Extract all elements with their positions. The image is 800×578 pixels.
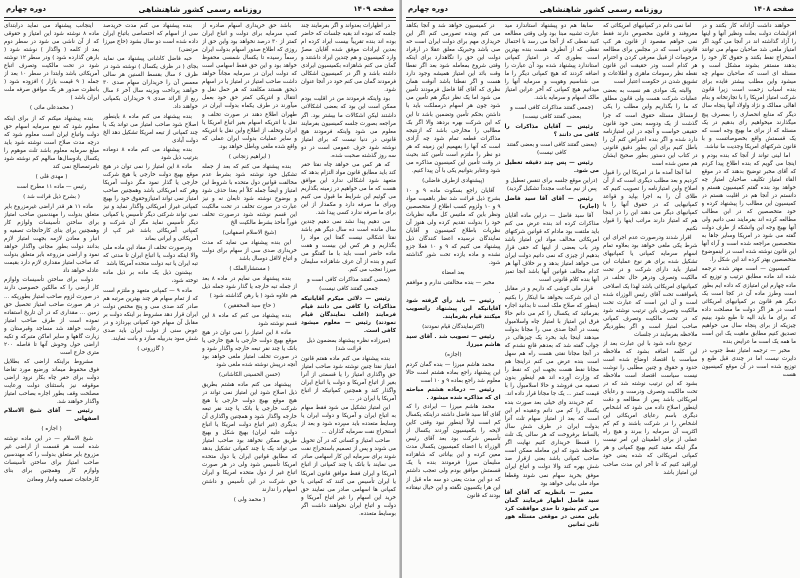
centered-caption: (بعضی گفتند کافی است و بعضی گفتند کافی نیست) — [506, 141, 597, 156]
paragraph: دولت برای ساختن تأسیسات ولوازم کار ارضی را که مالکین خصوصی دارند در صورت لزوم صاحب امتیاز بطوریکه ... در هر صورت صاحب امتیاز تحصیل حق زمین ... مقداری که در آن تاریخ استفاده نموده است از طرف صاحب امتیاز رعایت خواهد شد مساجد وقبرستان و زیارت گاهها و سایر اماکن متبرکه و تکیه اراضی حول وحوش آنها تا فاصله ۲۰۰ متری خارج است — [4, 277, 99, 356]
paragraph: بنده پیشنهاد می کنم ماده ۸ دوماده بترتیب ذیل شود — [103, 146, 198, 161]
paragraph: قرار ملی کوشی که داریم و در مقابل آن این شرکت بخواهد ما اینکار را بکنیم اینطور که صلاح ملک است تا بدانید اجازه بفرمائید که یکسال را کم می دانم حالا فرق این امتیاز با امتیاز چاه واسلامبول یست در آنجا صدی سی را مجانا بدولت میدهند اینجا باید بخرد یک چیزهائی در جواب گفته شد که بعدهم قانع نشدم که در آنجا مجانا نفتی هست راه هم سهل است بنده عرض می کنم دراینجا هم مجانا نفط هست بجهت این که نفط را که وزارت آورده اند هم اینطور بدون تصفیه می فروشد و حالا اسلامبول را با قیمت کمتر ... یک جا مجانا قرار داده اند. — [504, 286, 599, 398]
centered-caption: ( مستشارالملک ) — [229, 266, 270, 273]
paragraph: ماده ۹ — کمپانی متعهد و ملتزم است که از تمام سهام هر چند بهترین مرتبه هم صادر کند صدی سی و پنج مختص دولت ایران قرار دهد مشروط بر اینکه دولت بر مقابل آن سهام خود کمپانی بپردازد و در عوض سنی از دولت ایران باید صدی شش سود بدربیله سازد و بانت نمایند. — [103, 287, 198, 342]
speaker-line: رئیس — دلائی میکرم آقایانیکه مذاکرات را کافی می دانند قیام فرمایند (اغلب نمایندگان قیام نمودند) رئیس — معلوم میشود کافی است. — [301, 295, 396, 334]
centered-caption: (دراین موقع جلسه برای تنفس تعطیل و پس از نیم ساعت مجدداً تشکیل گردید) — [506, 177, 598, 192]
centered-caption: ( ابراهیم زنجانی ) — [228, 153, 271, 160]
centered-caption: (اکثرنمایندگان قیام نمودند) — [422, 323, 485, 330]
centered-caption: ( محمد ولی ) — [233, 496, 266, 503]
header-rule-thin — [4, 20, 396, 21]
paragraph: ودرصورت تخلف از مفاد این ماده ملی والا اینکه دولت یا اتباع ایران تا مدتی که تبه ایران یا تبه دولت متحده آمریکا باشد — [103, 245, 198, 268]
speaker-line: رئیس — پس چند دقیقه تعطیل می شود. — [504, 159, 599, 174]
paragraph: ماده ۱۱ هر قدر اراضی غیرمزروع بایر متعلق بدولت را مهندسین صاحب امتیاز برای ساختن تأسیسات ولوازم کار وهمچنین برای بنای کارخانجات تصفیه و انبار و معادن لازمه بجهت امتیاز لازم بدانند دولت بطور مجانی واگذار خواهد نمود و اراضی مزروعه بایر متعلق بدولت که صاحب امتیاز مقداری لازم دارد بقیمت عادله خواهد داد — [4, 203, 99, 275]
paragraph: بپشنون ذیل یک ماده بر ذیل ماده توخته شود، — [103, 270, 198, 285]
text-columns — [406, 22, 796, 576]
paragraph: بنده پیشنهاد می کنم مدت خریدصد سی از اسهام که اختصاصی باتباع ایران داده شده است دو سال بشود (حاج میرزا مرتضی) — [103, 23, 198, 54]
text-column — [406, 22, 501, 576]
speaker-line: رئیس — آقای شیخ الاسلام اصفهانی — [4, 408, 99, 423]
period-label: دوره چهارم — [6, 5, 46, 13]
centered-caption: ( حاج سید المحققین ) — [223, 302, 276, 309]
paragraph: سابقا هم دو پیشنهاد استاندارد مید عبارت تشبیه مبنا بود ولی وقتی مطالعه کنید نفطی که از آنجا می رسد با احتمال نفطی که از آنطرف هست بنده بهترین است بطوری که در امتیاز کمپانی استاندارد پیشنهاد شده بود آن عبارت را اضافه کردند که هیچ کمپانی دیگر را ما می شناسیم وهویت و سرمایه آنها را میدانیم هیچ کمپانی که آخر عراین امتیاز مالک اسهام و سرمایه باشد. — [504, 23, 599, 102]
paragraph: خواهند داشت آزادانه کار بکنند و در افزایشات دولت بعلت ونظیر آنها و اینها را آزاد گذاشته اند در آنجا می گوید اگر امتیاز ملغی شد صاحبان سهام می توانند استخراج نفط بکنند و حقوق کار خود را بدهند مستقر بشوند مشکل است و مسئله ای است که صاحبان سهام چه میشود واین مطلب بیشتر فایده برای بنده اسباب زحمت است زیرا قانون شرکت امتیاز امریکا را با تجارتخانه و بنام اهالی ممالک و نژاد واولاد آنها پنجاه سال دیگر که منابع انحصاری را بمصرف پیچ میگذارند میخواهیم رأی بدهیم در یک مسئله که از برای ما بهیچ وجه است که یک قسمتش واقع بخصوصاتست و با قانون شرکتهای امریکا وجدیت ما نباشد. — [701, 23, 796, 150]
paragraph: اقرار شدند ودرصورت عدم اجرای این شرط یکی ملغی خواهد بود بعلاوه تمام اسهام سرمایه کمپانی یا کمپانیهای تشکیل شده برای هر نوع عملیات این امتیاز باید دارای شرکت و در تحت مالکیت وتصرف ودرهر حال تخلف در کمپانیهای امریکائی باشد لهذا یک اصلاحی یاموافقت تحت آقای رئیس الوزراء شده است و آن این است که عبارت تحت مالکیت وتصرف باین ترتیب نوشته شود که در تحت مالکیت وتصرف کمپانی صاحب امتیاز است و اگر بطوردیگر ملاحظه بفرمایند در جلسات — [603, 235, 698, 338]
paragraph: بنده پیشنهاد می کنم ماده ۸ باینطور اصلاح شود صاحب امتیاز می تواند یک یا چند کمپانی از تبعه امریکا تشکیل دهد الخ دولت آبادی — [103, 113, 198, 144]
period-label: دوره چهارم — [408, 5, 448, 13]
paragraph: ماده ۸ این امتیاز را نمی توان در هیچ موقع بهیچ دولت خارجی یا هیچ شرکت خارجی یا گذار نمود مگر دولت آمریکا وهر کنه امریکائی باشد وهمچنین صاحب امتیاز نمی تواند امتیازوحقوق خود را بهیچ کمپانی غیراز امریکائی واگذار نماید و نیز نمی تواند شرکتی دیگر تأسیس یا کمپانی دیگر تأسیس نماید مگر آن شرکت و کمپانی آمریکائی باشد غیر کپ از آمریکائی و ایرانی بماند — [103, 163, 198, 243]
paragraph: این امتیاز تشکیل می شود فقط سهام به اتباع ایران و آمریکا و دولت ایران یا وسایط متعدده باید سپرده شود و بعد از استخراج نفت سرمایه گذاران ... — [301, 405, 396, 436]
centered-caption: ( گازرونی ) — [137, 345, 164, 352]
paragraph: می دهیم پیدا نشد نمی دهیم چندین سال مانده است ده سال دیگر هم باشد نفتا اشکالی نیست گفتا این مواد را بگذاریم و هر کس این بیست و هفت ماده حاضر است باید با ما گفتگو می کنیم و بنده از آن عرف شاهزاده سلیمان میرزا تعجب می کنم. — [301, 219, 396, 274]
centered-caption: ( مهدی قلی ) — [35, 173, 68, 180]
header-rule — [4, 17, 396, 18]
paragraph: باشد حق خریداری اسهام صادره از کمپ سرمایه برای دولت و اتباع ایران کمتر از ۳۰ درصد نخواهد بود واین حق از روزی که اطلاع صدور اسهام بدولت ایران رسماً رسیده تا یکسال شمسی محفوظ خواهد بود و این حق فقط اسهامی است که دولت ایران در سرمایه مجاناً خواهد داشت صاحب امتیاز در امتیاز یا در اسهام ذیحق هستند مکلفند که هر حمل نقل و انتقال و انتریکی کمتر حق خود بعمل میآورند در طرف یکماه بدولت ایران در طهران اطلاع دهند در صورت تخلف و نقل یا انتریکه اسهام بغیر اتباع امریکا یا ایران وتخلف از اطلاع واین نقل با انتریکه و سایر عملیات بدولت ایران عملی که واقع شده ملغی وباطل خواهد بود. — [202, 23, 297, 150]
header-rule-thin — [406, 20, 796, 21]
paragraph: کمیسیون — است مهتر شده ترجمه شده اند ماده مطابق ترتیب و توزیع که ماده چهارم این امتیازی که داده ایم بطور است وطرز ماده آن در کجا است یک دیگر هم قانون بر کمپانیهای امریکائی است در هر اگر دولت ما مصلحت داده که برای ما باید الیه تا طبع شود بینیم چیزیکه از برای پنجاه سال می خواهیم تصدیق کنیم مطابق ماهیت یک این است ما همه یک است ما عرایض بنده — [701, 266, 796, 345]
paragraph: بنده پیشنهاد می کنم ماده هفتم قانون امتیاز نفتا چنین نوشته شود صاحب امتیاز حق واگذاری امتیاز را یا قسمتی از آنرا بغیر از اتباع آمریکا و دولت یا اتباع ایران واگذار کند و همچنین کمپانیکه از اتباع آمریکا یا ایران در ... — [301, 355, 396, 403]
centered-caption: (پیشنهادی ازطرف فاضلی) — [422, 177, 485, 184]
gazette-page-1408 — [402, 0, 800, 578]
paragraph: مخبر — ترجمه امتیاز نفط جنوب در دایرت نیست اما در چندی قبل طبع و توزیع شده است در آن موقع کمیسیون هست — [701, 347, 796, 379]
text-column — [103, 22, 198, 576]
text-column — [202, 22, 297, 576]
paragraph: در کمیسیون خواهد شد و آنجا بکاهد می کنم وینده تصورمی کنم اگر این خریداری مهم برای دولت ایران است حه صی باشد وحبریک معلق عقلا در ارقراد دولت این حق را نگاهدارد برای اینکه وقتی شروع بمعامله شود بعد اگر نفطا وقت بائد این امتیاز همیشه وجود دارد هست و اگر نفطتا باشد آنوقت همان نظری که آقای آقا فاضل فرمودند تأمین می شود اما یک نظر دیگر هم تأمین می شود چون هر اسهام درمملکت باید با داشتن بحکم تأمین وتضمین باشد تا این که این شرکت بهره بردهد والا اگر بک مطالبی را مخارجی باشد که ازنتیجه مذاکرات قطعه تمام شود چه آزادی است که آنها را بفهمیم این زمینه که هر دو نظر را ملتزم است تأمین کند بحیث در وقت تأمین این کمیسیون مذاکره می شود وعتابر بتوانیم یکی با آن پیدا کنیم. — [406, 23, 501, 174]
speaker-line: رئیس — آقای آقا سید فاضل (اجازه) — [504, 195, 599, 210]
page-number: صفحه ۱۴۰۸ — [753, 5, 794, 13]
centered-caption: ( محمدعلی مائی ) — [29, 105, 74, 112]
centered-caption: (جمعی گفتند مذاکرات کافی است و بعضی گفتند کافی نیست) — [510, 105, 594, 120]
page-header — [408, 2, 794, 16]
text-column — [4, 22, 99, 576]
paragraph: بنده پیشنهاد میکنم که از برای اینکه معلوم شود که نفع سرمایه اسهام حق دولت واتباع ایران است معلوم شود که درچه مدت صلاح است نوشته شود باید مبلغ سرمایه معلوم باشد تلث موهوم را یکسال یادوسال‌ها سالهم کم نوشته شود تامرتمصالح نمی کند — [4, 115, 99, 170]
centered-caption: (میرزاده نظره پیشنهاد بمضمون ذیل قرائت شد) — [306, 337, 391, 352]
paragraph: بود واینکه فرمودند من در اقلیت بودم ممکن است این بود که بعضی اشکالاتی داشتند لیکن اشکالات ما بیشتر بود. اگر مراجعه بصورت جلسه کمیسیون بفرمایند معلوم می شود واینکه فرمودند هیچ قانونی در دنیا نیست که برای امتیاز نوشته شود حرف عمومی است در دو سه روز گذشته صحبت شده. — [301, 96, 396, 159]
newspaper-title: روزنامه رسمی کشور شاهنشاهی — [138, 4, 262, 14]
speaker-line: رئیس — باید رأی گرفته شود آقایانیکه این پیشنهاد راتصویب میکنند قیام بفرمایند. — [406, 297, 501, 320]
text-column — [301, 22, 396, 576]
text-column — [505, 22, 600, 576]
header-rule — [406, 17, 796, 18]
centered-caption: رئیس — ماده ۱۱ مطرح است — [16, 183, 87, 190]
paragraph: والبته یک موادی هم نسبت به بعضی عملیات شرکت هست ولی قانون مطلق که ما را بگذاریم واین مطلب را یکی ازمسائل مسئله حقوق است که چرا گذشت از یک ودوسه بعنی خود قانون حقیقی خواست و آنچه در این امتیازنامه دارد شده و اگر بنده اعتراض کنم آن را باطل کنیم برای این بطور دقیق قانونی در کتاب این دستور بطور صحیح ایشان هم معین شده است — [603, 88, 698, 167]
paragraph: کم خریدند وای خیلی بعد صورت بنده یکسال را کم می دانم وعقیده ام این است که بعد از امتیاز سهام تلث آنرا بدولت ایران در ظرف شش سال بالساط برفروخت که هر سالی یک تلث را قسطا خریداری کنیم نهایت اگر ملاحظه شود که این معامله ممکن است صاحب کمپانی باشد بعنی ازقرار صد شش بهره کند والا دولت و اتباع ایران موفق بخرید سهام نمی شوند وقطعا مواد ملی بیانی خواهد بود — [504, 400, 599, 487]
paragraph: در اظهارات بعدواند و اگر بفرمایند چند جلسه که نبوده اند بقیه جلسات که حاضر بوده اند بنده تقریباً بیست ایراد کرده ام بعدین ایرادات موفق شده آقایان مصرّ وارد کمیسیون و هم چندین ایراد داشتند و گمان می کنم شاهزاده بکمیسیون ایرادی داشته باشد و اگر در کمیسیون اشکالی فرمودند گمان می کنم خود در آنجا عنوان شود. — [301, 23, 396, 94]
paragraph: اما آنجا آمده ما در امریکا این را قبول کردیم و بعد مطلب دیگری است که از آن اصلاح واین امتیازنامه را تصویب کنیم که طلای آن را به اجرا بپاید و قواعد کمپانیهایی که در حقوق آنها را با کمپانیهای دیگر می دهند این را در اینجا هم که امتیاز دارند مراتب اینها را قبول نکنیم — [603, 169, 698, 233]
page-number: صفحه ۱۴۰۹ — [353, 5, 394, 13]
paragraph: اینجانب پیشنهاد می نماید درابتدای ماده ۸ نوشته شود این امتیاز و حقوقی که از آن ناشی می شود در سطر دوم بعد از کلمه ( واگذار ) نوشته شود ( بارهن گذارده شود ) ودر سطر ۱۲ نوشته شود در تحت مالکیت وتصرف اتباع آمریکائی باشد وابتدا در سطر ۱۰ بعد از جمله ( ۹ قیمت بازار ) افزوده شود ( بانظرت صدور هر یک موافق صرفه ملت ایران باشد ) — [4, 23, 99, 102]
paragraph: بنده پیشنهاد می کنم که بعد از جمله تشکیل خود نوشته شود بشرط عدم مخالفت قوانین دول متحده با شروط این امتیاز و ایضاً جمله کلاً ام بعدا حذف شود و بوضوح نوشته شود تابعان نه و نیز عبارت در صورت تخلف در تحت مالکیت این قسم نوشته شود درصورت تخلف فوراً مأخذ بشرط مالکیت الخ — [202, 163, 297, 227]
page-header — [6, 2, 394, 16]
paragraph: ترجیح داده شود با این عبارت بعد از این کلمه اضافه بشود که ملاحظه سیاست یا اقتصاد اوضاع شده است حدود و حقوق و چنین مطلبی را نوشت نیست سیاست اقتصاد است ملاحظه بشود که این ترتیب نوشته شد که در تحت مالکیت وتصرف ودرست و رعایای امریکائی باشد پس از مطالعه و دقت اینطور اصلاح داده می شود که اشخاص دیگری باسم رعایای امریکائی این اشخاص را در شرکت باشند و کم کم اکثریت آن سرمایه را ببرند و هیچ راه عملی از برای اطمینان این امر نیست مگر اینکه مقید کنیم بهیچ کمپانی و هر کمپانی امریکائی که شده یعنی خود اوراقید کنیم که تا آخر این مدت صاحب این امتیاز باشد — [603, 340, 698, 476]
paragraph: پیشنهاد می کنم ماده هشتم بطریق ذیل اصلاح شود این امتیاز نمی تواند در هیچ موقع بهیچ دولت خارجی یا هیچ شرکت خارجی یا بانک یا چند نفر تبعه خارجه واگذار شود و همچنین واگذاری آن بدیگری (غیر اتباع دولت امریکا یا اتباع دولت علیه ایران) بهیچ شکل و بهیچ طریق ممکن نخواهد بود صاحب امتیاز می تواند یک یا چند کمپانی تشکیل بدهد که مطابق قوانین ایران یا دول متحده امریکا تأسیس شود ولی در هر صورت اتباع غیر از دول متحده امریکا و ایران حق شرکت در این تأسیس و داشتن اسهام را ندارند — [202, 381, 297, 493]
centered-caption: (شیخ الاسلام اصفهانی) — [222, 230, 277, 237]
paragraph: محمد هاشم میرزا — ایرادی را که آقای آقا سید فاضل داشته دراینکه یکسال کم است اولاً اینطور نبود وقتی کاین لایحه را بکمیسیون آوردند یکسال از تأسیس شرکت بود بعد آقای رئیس الوزراء با اعضاء کمیسیون یکسال مدت معین کرده و این بیاناتی که شاهزاده سلیمان میرزا فرمودند بنده با یک قسمتش موافق بودم ولی تعجب داشتم که دو این مدت یعنی دو سه ماه قبل از این هرا یکسیون نگفته و این خیال نیفتاده بودند که قانون — [406, 404, 501, 499]
paragraph: مخبر — بنده مخالفتی ندارم و موافقم . — [406, 280, 501, 295]
speaker-line: مخبر — بانظریه که آقای آقا سید فاضل اظهار فرمایند گمان می کنم بشود تا حدی موافقت کرد باین معنی در موقعی مسئله هور ثانی ثمانین — [504, 489, 599, 528]
text-column — [702, 22, 797, 576]
paragraph: آقایان راجع بسکوت ماده ۹ و ۱۰ بشرح ذیل قرائت شد نظر باهمیت مواد ۹ و ۱۰ ولزوم کسب اطلاع از متخصصین ونظر باین که ملتیس کل مالیه نظریات خود را بدولت تقدیم کرده ولی هنوز آن نظریات باطلاع کمیسیون و آقایان نمایندگان نرسیده اعضا کنندگان ذیل پیشنهاد می کنیم که ۹ و ۱۰ فعلا جزو نشده و ماده یازده تحت شور گذاشته شود. — [406, 187, 501, 267]
text-column — [603, 22, 698, 576]
paragraph: این بنده پیشنهاد می نماید که مدت خریداری صدی سی از سهام برای دولت و اتباع لااقل دوسال باشد — [202, 240, 297, 263]
speaker-line: رئیس — تصویب شد . آقای سید هاشم میرزا. — [406, 333, 501, 348]
newspaper-title: روزنامه رسمی کشور شاهنشاهی — [539, 4, 663, 14]
speaker-line: رئیس — درماده هشتم مباحثه ای که مذاکره شده میشود . — [406, 387, 501, 402]
paragraph: بنده پیشنهاد می کنم که ماده ۸ این قسم نوشته شود — [202, 312, 297, 327]
centered-caption: (بعضی گفتند مذاکرات کافی است و جمعی گفتند کافی نیست) — [307, 277, 390, 292]
paragraph: صاحب امتیاز و کسانی که در آن تحویل می شوند و پس از تصمیم باستخراج نفت شوند برای سرمایه این کار اسهامی صادر می نمایند با بانک یا چند کمپانی از اتباع آمریکا و ایران فقط موافق قانون امریکا یا ایران تأسیس می کنند که کمپانی یا کمپانی ها اسهامی صادر می نمایند حق خرید این اسهام را غیر اتباع آمریکا و دولت و اتباع ایران نخواهند داشت اگر بوسایط متعدده. — [301, 438, 396, 517]
paragraph: آقا سید فاضل — دراین ماده آقایان مذاکرات کرده اند بنده عرض می کنم باید ملتفت بود مادام که قوانین شرکتهای امریکائی مخالف مواد این امتیاز باشد ودر باب بعضی از اینها که حقی قرار بدهیم از چیزی که نمی دانیم دولت ایران می خواهد امتیاز بدهد و بر خلاف آنها هر کدام مخالف قوانین آنها باشد آنجا تمیز آنها بنده کلام قانونی است — [504, 213, 599, 284]
centered-caption: ( بشرح ذیل قرائت شد ) — [23, 193, 80, 200]
paragraph: محمد هاشم میرزا — بنده گمان کردم این پیشنهاد راجع بماده هشتم است حالا معلوم شد راجع بماده ۹ و ۱۰ است — [406, 361, 501, 384]
paragraph: ماده ۸ این امتیاز را نمی توان در هیچ موقع بهیچ دولت خارجی یا هیچ خارجی یا بانک یا چند نفر تبعه خارجه واگذار شود و در صورت تخلف امتیاز ملغی خواهد بود آنچه درپیش نوشته شده ملغی شود — [202, 329, 297, 368]
text-columns — [4, 22, 396, 576]
paragraph: که هر کس می خواهد چاه نفتا حفر کند باید مطابق قانون مواد التزام بدهد که متعهد شود اشکالی ندارد این موافق هست که ما می خواهیم در زمینه بگذاریم می گوئیم این شرایط ما قبول می کنیم وبرای ما صرفه دارد و مکمدار از این برای ما صرفه ندارد کسی پیدا شد. — [301, 161, 396, 217]
paragraph: بنده پیشنهاد می نمایم در ماده ۸ بعد از جمله تبه خارجه یا گذار شود جمله ذیل هم علاوه شود ( با رهن گذاشته شود ) — [202, 276, 297, 299]
speaker-line: رئیس — آقایان مذاکرات را کافی می دانند ؟ — [504, 123, 599, 138]
paragraph: اما لینی تواند از آنجا که بنده بودم و اینجا می گویم که بنده اطلاع پیدا کردم که آقای مخبر توضیح بدهند که در موقع القاء امتیاز تکلیف صاحبان امتیاز چه خواهد بود بنده گفتم کمیسیون هستم و دانستم در آنجا هم در اقلیت هستم در کمیسیون این مطالب را پیشنهاد کرده و خود متخصصین که در این مطالب مطالعه کرده اند بفرمایند نمی دانیم ولی آنها بهیچ وجه این وانشکه از طرف دولت گفته می شود در امریکا وسایر جاها به متخصصین مراجعه شده است و آراء آنها این قانون نوشته شده است در اینموضوع متخصصین بهتر کرده اند این شکل را. — [701, 152, 796, 264]
centered-caption: ( اجازه ) — [41, 426, 62, 433]
centered-caption: بعد امضاء — [441, 270, 465, 277]
paragraph: حبه فاضل کاشانی پیشنهاد می نماید بجای ( در ظرف یکسال ) نوشته شود در ظرف ۶ سال بقسط السنین هر سالی معمس آن را خریداران سهام صدی ۳۰ خواهند پرداخت وبزینه سال آخر ۶ سال ربع از الرائد صدی ۹ خریداران بکمپانی خواهند داد. — [103, 56, 198, 111]
centered-caption: (حسن الحسینی الکاشانی) — [218, 371, 281, 378]
centered-caption: (اجازه) — [444, 351, 462, 358]
paragraph: شیخ الاسلام — در این ماده نوشته شده است هر قسمت از اراضی غیر مزروع بایر متعلق بدولت را که مهندسین صاحب امتیاز برای ساختن تأسیسات ولوازم کار وهمچنین برای بنای کارخانجات تصفیه وانبار ومعادن — [4, 436, 99, 483]
paragraph: مشروط براینکه اراضی که بطلایل فوق محفوظ میماند ورضیع مورد تقاضا دولت برای حفر چاه بکار نرود اراضی موقوفه نیز باستثنای دولت ورعایت مصلحت وقف بطور اجاره بصاحب امتیاز واگذار خواهند شد. — [4, 358, 99, 406]
paragraph: اما نمی دانم در کمپانیهای امریکائی که معروفند و قانون مخصوص دارند فقط نمی خواهم مقصود از قانون هر کپ قانونی است که در مجلس برای مطالعه مرحومات از قبیل معرفی کردن و احترام هر کدام است ودر حقیقت این قانون نقطه نظر رسومات ماهری و اطلاعات و تشویق شدن در حکومت اعتبار است — [603, 23, 698, 86]
